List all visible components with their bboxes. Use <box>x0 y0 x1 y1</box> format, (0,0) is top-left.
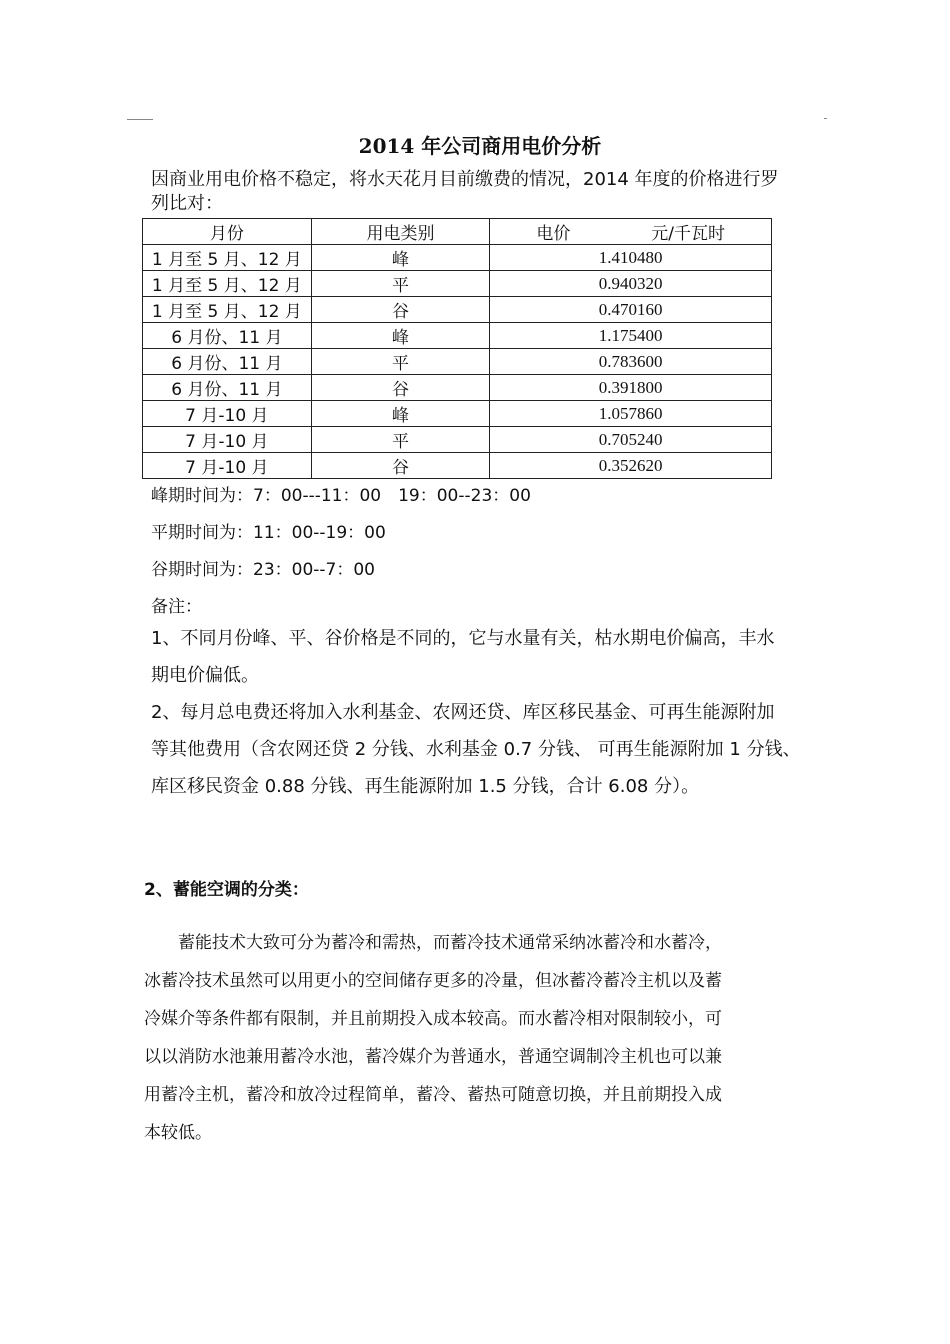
cell-type: 峰 <box>311 245 490 271</box>
table-row <box>143 453 772 479</box>
page-title: 2014 年公司商用电价分析 <box>358 134 602 158</box>
note-line: 1、不同月份峰、平、谷价格是不同的，它与水量有关，枯水期电价偏高，丰水 <box>151 628 775 649</box>
header-price-label: 电价 <box>536 224 571 244</box>
cell-month: 1 月至 5 月、12 月 <box>143 297 312 323</box>
cell-price: 0.783600 <box>490 349 772 375</box>
peak-period: 峰期时间为：7：00---11：00 19：00--23：00 <box>151 486 531 506</box>
header-rule <box>127 119 153 120</box>
note-2 <box>151 694 831 805</box>
section-paragraph <box>144 924 824 1152</box>
cell-type: 谷 <box>311 453 490 479</box>
header-tick <box>824 118 827 119</box>
header-price-unit: 元/千瓦时 <box>651 224 725 244</box>
table-row <box>143 375 772 401</box>
table-row <box>143 349 772 375</box>
cell-price: 0.705240 <box>490 427 772 453</box>
cell-month: 7 月-10 月 <box>143 401 312 427</box>
note-1 <box>151 620 831 694</box>
cell-type: 谷 <box>311 297 490 323</box>
cell-month: 1 月至 5 月、12 月 <box>143 271 312 297</box>
cell-month: 6 月份、11 月 <box>143 323 312 349</box>
cell-price: 0.470160 <box>490 297 772 323</box>
cell-type: 平 <box>311 349 490 375</box>
paragraph-line: 用蓄冷主机，蓄冷和放冷过程简单，蓄冷、蓄热可随意切换，并且前期投入成 <box>144 1085 722 1105</box>
note-line: 等其他费用（含农网还贷 2 分钱、水利基金 0.7 分钱、 可再生能源附加 1 分钱、 <box>151 739 801 760</box>
cell-month: 7 月-10 月 <box>143 427 312 453</box>
note-line: 库区移民资金 0.88 分钱、再生能源附加 1.5 分钱，合计 6.08 分）。 <box>151 776 700 797</box>
paragraph-line: 以以消防水池兼用蓄冷水池，蓄冷媒介为普通水，普通空调制冷主机也可以兼 <box>144 1047 722 1067</box>
valley-period: 谷期时间为：23：00--7：00 <box>151 560 375 580</box>
price-table <box>142 218 772 479</box>
cell-price: 0.352620 <box>490 453 772 479</box>
paragraph-line: 冰蓄冷技术虽然可以用更小的空间储存更多的冷量，但冰蓄冷蓄冷主机以及蓄 <box>144 971 722 991</box>
header-month: 月份 <box>143 219 312 245</box>
table-row <box>143 271 772 297</box>
note-line: 2、每月总电费还将加入水利基金、农网还贷、库区移民基金、可再生能源附加 <box>151 702 775 723</box>
cell-type: 谷 <box>311 375 490 401</box>
cell-type: 峰 <box>311 323 490 349</box>
intro-line: 列比对： <box>151 193 223 214</box>
cell-type: 平 <box>311 427 490 453</box>
flat-period: 平期时间为：11：00--19：00 <box>151 523 386 543</box>
paragraph-line: 冷媒介等条件都有限制，并且前期投入成本较高。而水蓄冷相对限制较小，可 <box>144 1009 722 1029</box>
cell-price: 0.391800 <box>490 375 772 401</box>
table-row <box>143 323 772 349</box>
intro-line: 因商业用电价格不稳定，将水天花月目前缴费的情况，2014 年度的价格进行罗 <box>151 169 779 190</box>
table-row <box>143 427 772 453</box>
cell-type: 平 <box>311 271 490 297</box>
header-price <box>490 219 772 245</box>
cell-month: 7 月-10 月 <box>143 453 312 479</box>
table-row <box>143 401 772 427</box>
cell-price: 1.057860 <box>490 401 772 427</box>
cell-type: 峰 <box>311 401 490 427</box>
cell-price: 1.410480 <box>490 245 772 271</box>
paragraph-line: 蓄能技术大致可分为蓄冷和需热，而蓄冷技术通常采纳冰蓄冷和水蓄冷， <box>144 933 722 953</box>
cell-month: 1 月至 5 月、12 月 <box>143 245 312 271</box>
note-line: 期电价偏低。 <box>151 665 259 686</box>
table-header-row <box>143 219 772 245</box>
cell-price: 1.175400 <box>490 323 772 349</box>
table-row <box>143 297 772 323</box>
section-title: 2、蓄能空调的分类： <box>144 880 309 900</box>
header-type: 用电类别 <box>311 219 490 245</box>
table-row <box>143 245 772 271</box>
cell-month: 6 月份、11 月 <box>143 349 312 375</box>
notes-label: 备注： <box>151 597 202 617</box>
paragraph-line: 本较低。 <box>144 1123 212 1143</box>
intro-paragraph <box>151 168 831 216</box>
cell-month: 6 月份、11 月 <box>143 375 312 401</box>
cell-price: 0.940320 <box>490 271 772 297</box>
